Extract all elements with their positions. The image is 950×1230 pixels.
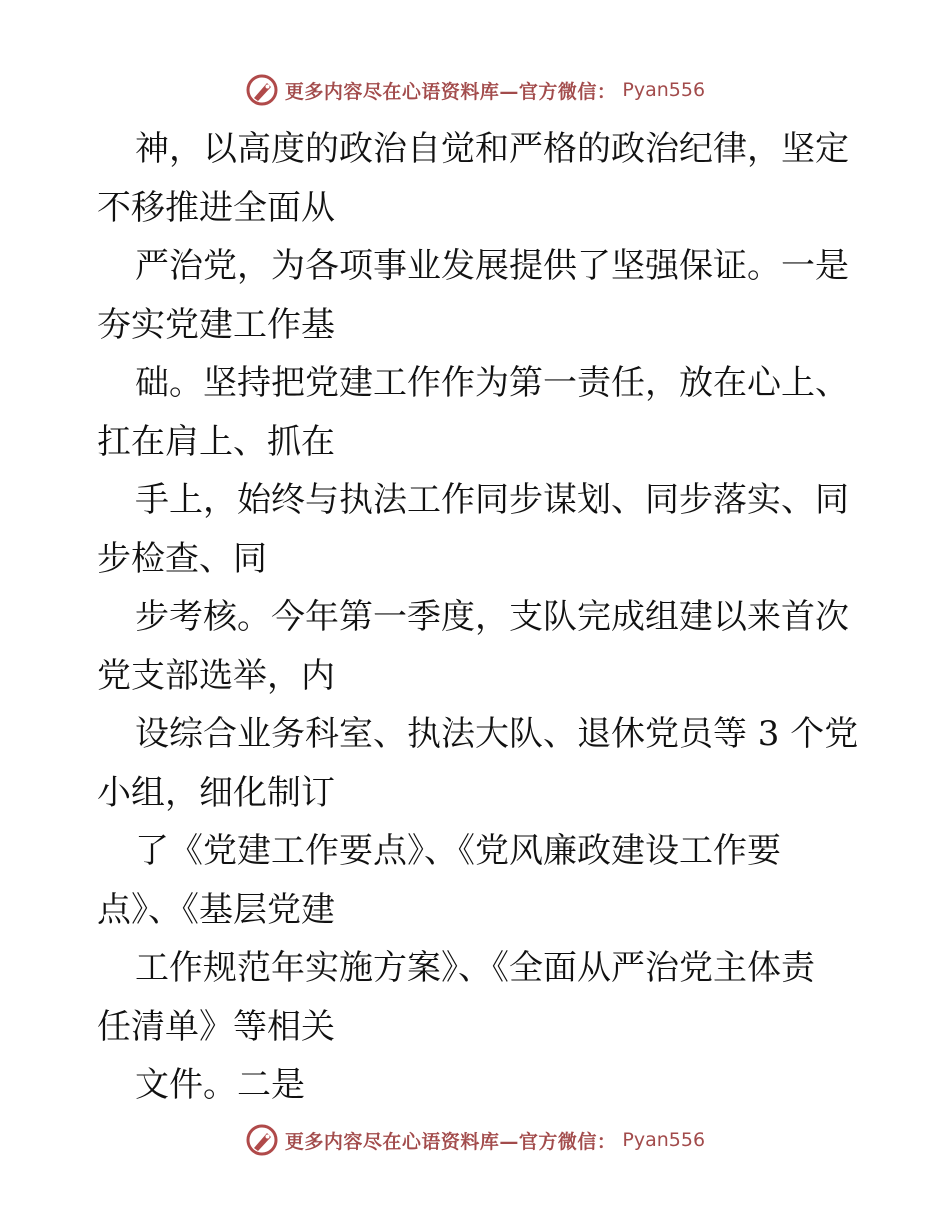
pen-circle-logo-icon (245, 1123, 279, 1157)
pen-circle-logo-icon (245, 73, 279, 107)
footer-watermark (0, 1120, 950, 1160)
watermark-wechat-id: Pyan556 (622, 1129, 706, 1151)
body-text-line: 础。坚持把党建工作作为第一责任，放在心上、 (135, 363, 849, 403)
watermark-wechat-id: Pyan556 (622, 79, 706, 101)
body-text-line: 扛在肩上、抓在 (97, 421, 335, 462)
watermark-text: 更多内容尽在心语资料库—官方微信： (284, 80, 617, 103)
document-body (97, 120, 857, 1115)
body-text-line: 工作规范年实施方案》、《全面从严治党主体责 (135, 948, 815, 988)
body-text-line: 神，以高度的政治自觉和严格的政治纪律，坚定 (135, 129, 849, 169)
body-text-line: 文件。二是 (135, 1065, 305, 1105)
body-text-line: 点》、《基层党建 (97, 889, 335, 930)
body-text-line: 手上，始终与执法工作同步谋划、同步落实、同 (135, 480, 849, 520)
body-text-line: 不移推进全面从 (97, 187, 335, 228)
body-text-line: 步考核。今年第一季度，支队完成组建以来首次 (135, 597, 849, 637)
body-text-line: 任清单》等相关 (97, 1006, 335, 1047)
body-text-line: 党支部选举，内 (97, 655, 335, 696)
body-text-line: 了《党建工作要点》、《党风廉政建设工作要 (135, 831, 781, 871)
body-text-line: 严治党，为各项事业发展提供了坚强保证。一是 (135, 246, 849, 286)
body-text-line: 步检查、同 (97, 538, 267, 579)
watermark-text: 更多内容尽在心语资料库—官方微信： (284, 1130, 617, 1153)
header-watermark (0, 70, 950, 110)
body-text-line: 小组，细化制订 (97, 772, 335, 813)
body-text-line: 设综合业务科室、执法大队、退休党员等 3 个党 (135, 714, 859, 754)
body-text-line: 夯实党建工作基 (97, 304, 335, 345)
